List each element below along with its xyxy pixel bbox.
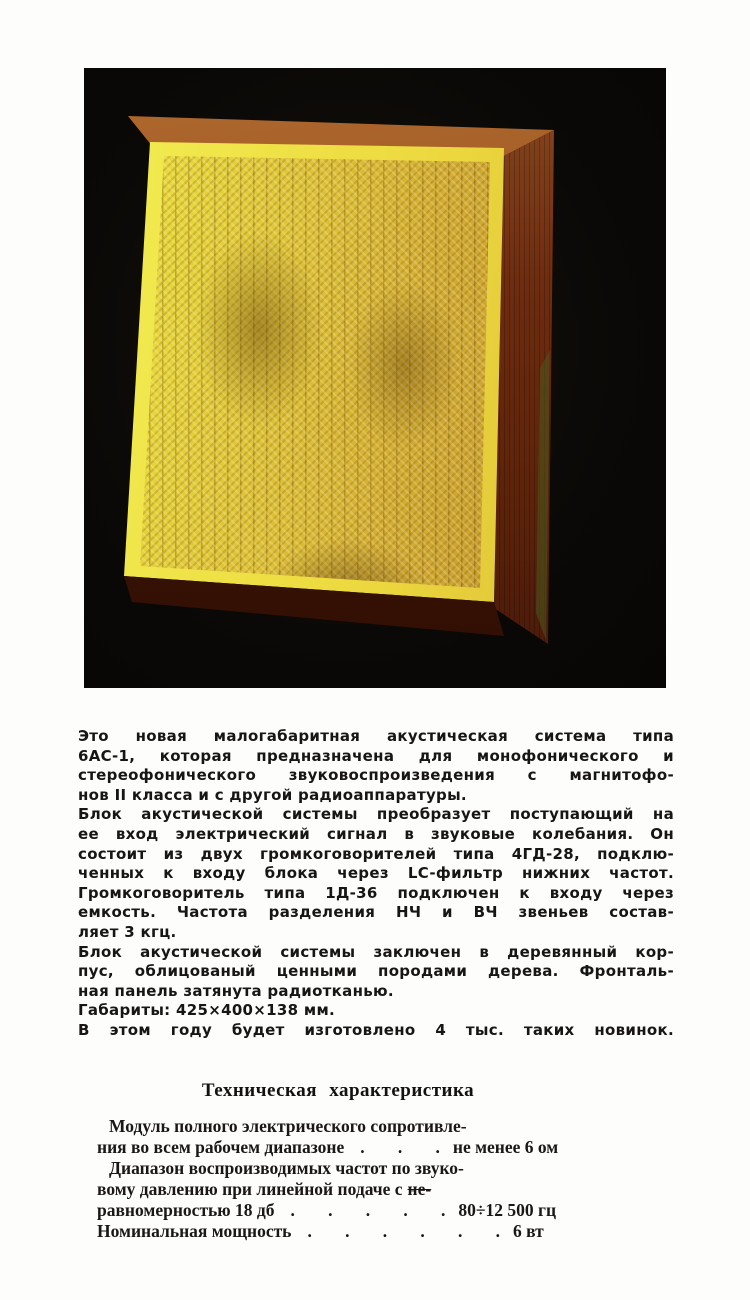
spec-row bbox=[97, 1221, 669, 1242]
specs-heading: Техническая характеристика bbox=[201, 1080, 475, 1101]
spec-row bbox=[97, 1116, 669, 1137]
spec-row bbox=[97, 1158, 669, 1179]
spec-label-struck: не- bbox=[407, 1179, 432, 1199]
article-line: ченных к входу блока через LC-фильтр нижних частот. bbox=[78, 864, 674, 883]
article-line: емкость. Частота разделения НЧ и ВЧ звеньев состав- bbox=[78, 903, 674, 922]
article-line: 6АС-1, которая предназначена для монофонического и bbox=[78, 746, 674, 765]
article-line: ная панель затянута радиотканью. bbox=[78, 981, 394, 1000]
spec-row bbox=[97, 1137, 669, 1158]
spec-value: не менее 6 ом bbox=[452, 1137, 559, 1157]
article-line: Это новая малогабаритная акустическая система типа bbox=[78, 727, 674, 745]
spec-label: Диапазон воспроизводимых частот по звуко- bbox=[109, 1158, 464, 1178]
dot-leader: . . . . . bbox=[290, 1200, 447, 1220]
article-line: ее вход электрический сигнал в звуковые колебания. Он bbox=[78, 824, 674, 843]
spec-row bbox=[97, 1179, 669, 1200]
article-line: Блок акустической системы заключен в деревянный кор- bbox=[78, 942, 674, 961]
article-line: нов II класса и с другой радиоаппаратуры. bbox=[78, 785, 467, 804]
spec-label: Модуль полного электрического сопротивле- bbox=[109, 1116, 467, 1136]
article-line: Габариты: 425×400×138 мм. bbox=[78, 1001, 336, 1020]
speaker-photo bbox=[84, 68, 666, 688]
spec-label: равномерностью 18 дб bbox=[97, 1200, 275, 1220]
article-line: состоит из двух громкоговорителей типа 4ГД-28, подклю- bbox=[78, 844, 674, 863]
dot-leader: . . . . . . bbox=[307, 1221, 501, 1241]
spec-row bbox=[97, 1200, 669, 1221]
article-line: Громкоговоритель типа 1Д-36 подключен к входу через bbox=[78, 883, 674, 902]
spec-value: 80÷12 500 гц bbox=[458, 1200, 557, 1220]
article-line: пус, облицованый ценными породами дерева. Фронталь- bbox=[78, 962, 674, 981]
spec-label: ния во всем рабочем диапазоне bbox=[97, 1137, 345, 1157]
specs-table bbox=[97, 1116, 669, 1242]
article-line: Блок акустической системы преобразует поступающий на bbox=[78, 805, 674, 824]
spec-label: вому давлению при линейной подаче с bbox=[97, 1179, 403, 1199]
spec-value: 6 вт bbox=[512, 1221, 544, 1241]
article-line: стереофонического звуковоспроизведения с магнитофо- bbox=[78, 766, 674, 785]
dot-leader: . . . bbox=[360, 1137, 441, 1157]
spec-label: Номинальная мощность bbox=[97, 1221, 292, 1241]
article-text bbox=[78, 727, 674, 1041]
article-line: ляет 3 кгц. bbox=[78, 922, 177, 941]
article-line: В этом году будет изготовлено 4 тыс. таких новинок. bbox=[78, 1020, 674, 1039]
